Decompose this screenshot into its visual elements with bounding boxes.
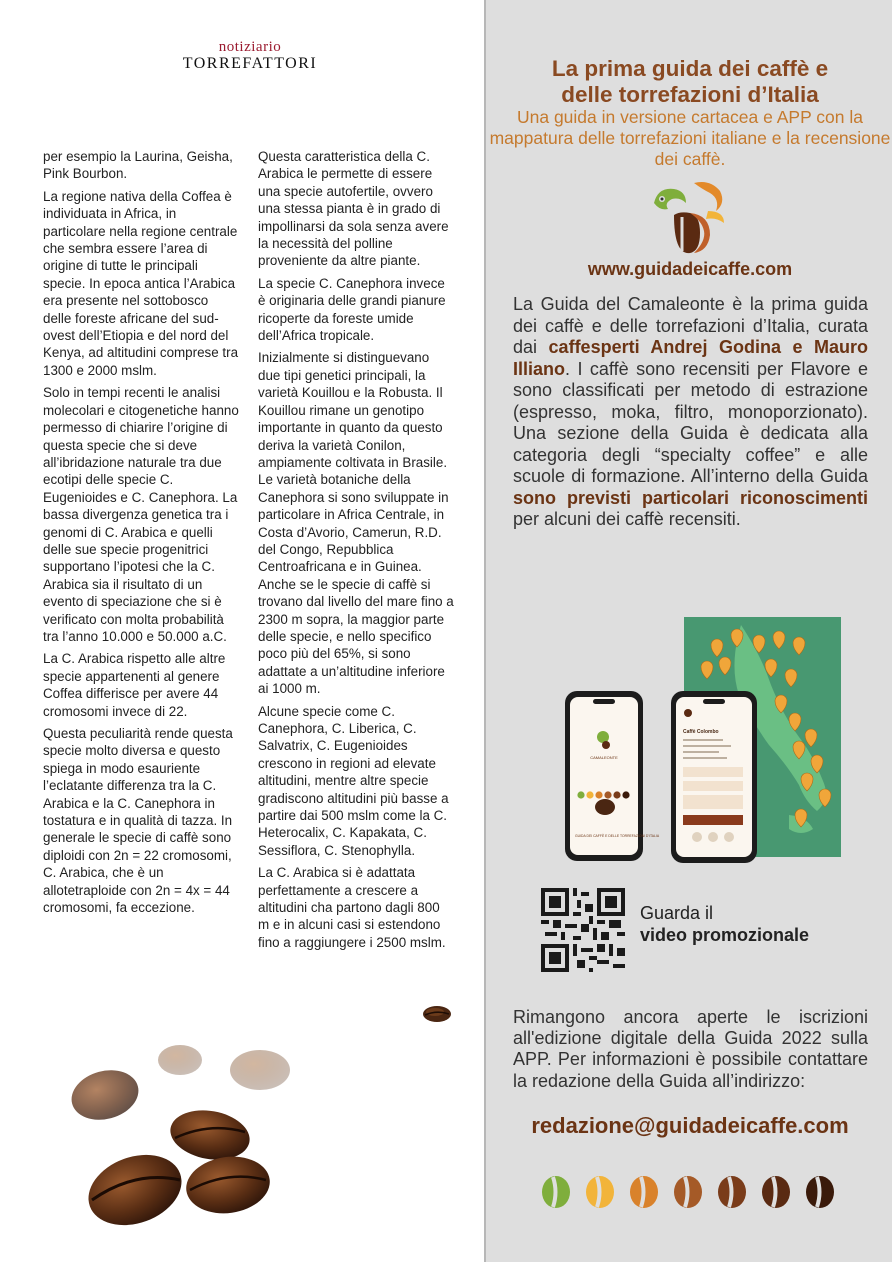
ad-title <box>486 56 892 108</box>
article-paragraph: La C. Arabica si è adattata perfettamente a crescere a altitudini cha partono dagli 800 m e in alcuni casi si estendono fino a raggiungere i 2500 mslm. <box>258 865 446 950</box>
masthead-kicker: notiziario <box>218 39 282 55</box>
article-paragraph: La C. Arabica rispetto alle altre specie appartenenti al genere Coffea differisce per avere 44 cromosomi invece di 22. <box>43 651 226 719</box>
ad-subtitle: Una guida in versione cartacea e APP con la mappatura delle torrefazioni italiane e la recensione dei caffè. <box>489 107 891 169</box>
article-column-2 <box>258 148 454 956</box>
ad-title-line: La prima guida dei caffè e <box>551 56 829 81</box>
website-link[interactable]: www.guidadeicaffe.com <box>587 259 793 279</box>
ad-closing-text: Rimangono ancora aperte le iscrizioni all'edizione digitale della Guida 2022 sulla APP. Per informazioni è possibile contattare la redazione della Guida all’indirizzo: <box>513 1007 868 1091</box>
ad-body <box>513 294 868 531</box>
coffee-bean-icon <box>422 1003 452 1025</box>
coffee-bean-icon <box>542 1176 570 1208</box>
coffee-bean-icon <box>674 1176 702 1208</box>
ad-body-text: per alcuni dei caffè recensiti. <box>513 509 741 529</box>
video-promo-line-bold: video promozionale <box>640 925 810 945</box>
masthead <box>160 40 340 72</box>
coffee-bean-icon <box>762 1176 790 1208</box>
qr-code-icon[interactable] <box>541 888 625 972</box>
video-promo-link[interactable] <box>640 902 809 946</box>
coffee-bean-icon <box>630 1176 658 1208</box>
article-paragraph: Questa peculiarità rende questa specie molto diversa e questo spiega in modo esauriente l’eclatante differenza tra la C. Arabica e la C. Canephora in tostatura e in qualità di tazza. In generale le specie di caffè sono diploidi con 2n = 22 cromosomi, C. Arabica, che è un allotetraploide con 2n = 4x = 44 cromosomi, fa eccezione. <box>43 726 233 916</box>
ad-body-text: . I caffè sono recensiti per Flavore e sono classificati per metodo di estrazione (espresso, moka, filtro, monoporzionato). Una sezione della Guida è dedicata alla categoria degli “specialty coffee” e alle scuole di formazione. All’interno della Guida <box>513 358 868 486</box>
coffee-bean-icon <box>586 1176 614 1208</box>
video-promo-line: Guarda il <box>640 903 714 923</box>
phone-cover-text: GUIDA DEI CAFFÈ E DELLE TORREFAZIONI D'ITALIA <box>575 834 660 838</box>
article-paragraph: Inizialmente si distinguevano due tipi genetici principali, la varietà Kouillou e la Robusta. Il Kouillou rimane un genotipo importante in quanto da questo deriva la varietà Conilon, ampiamente coltivata in Brasile. Le varietà botaniche della Canephora si sono sviluppate in particolare in Africa Centrale, in Costa d’Avorio, Camerun, R.D. del Congo, Repubblica Centroafricana e in Guinea. Anche se le specie di caffè si trovano dal livello del mare fino a 2300 m sopra, la maggior parte delle specie, e nello specifico poco più del 65%, si sono adattate a un’altitudine inferiore ai 1000 m. <box>258 350 454 697</box>
article-paragraph: per esempio la Laurina, Geisha, Pink Bourbon. <box>43 149 233 182</box>
coffee-bean-icon <box>718 1176 746 1208</box>
ad-body-text: La Guida del Camaleonte è la prima guida dei caffè e delle torrefazioni d’Italia, curata dai <box>513 294 868 357</box>
article-paragraph: La specie C. Canephora invece è originaria delle grandi pianure ricoperte da foreste umide dell’Africa tropicale. <box>258 275 446 344</box>
article-paragraph: Alcune specie come C. Canephora, C. Liberica, C. Salvatrix, C. Eugenioides crescono in regioni ad elevate altitudini, mentre altre specie gradiscono altitudini più basse a partire dai 500 mslm come la C. Heterocalix, C. Kapakata, C. Sessiflora, C. Stenophylla. <box>258 703 449 858</box>
coffee-bean-icon <box>806 1176 834 1208</box>
email-link[interactable]: redazione@guidadeicaffe.com <box>531 1113 849 1138</box>
phone-app-title: Caffè Colombo <box>683 729 719 735</box>
coffee-beans-photo <box>30 1030 300 1255</box>
ad-body-highlight: caffesperti Andrej Godina e Mauro Illiano <box>513 337 868 379</box>
article-paragraph: Solo in tempi recenti le analisi molecolari e citogenetiche hanno permesso di chiarire l’origine di questa specie che si deve all’ibridazione naturale tra due ecotipi delle specie C. Eugenioides e C. Canephora. La bassa divergenza genetica tra i genomi di C. Arabica e quelli delle sue specie progenitrici supportano l’ipotesi che la C. Arabica sia il risultato di un evento di speciazione che si è verificato con molta probabilità tra l’anno 10.000 e 50.000 a.C. <box>43 385 239 644</box>
masthead-name: TORREFATTORI <box>182 55 318 72</box>
chameleon-logo-icon <box>650 175 728 255</box>
phone-splash-label: CAMALEONTE <box>590 755 618 760</box>
app-phones-illustration <box>561 615 851 865</box>
ad-body-highlight: sono previsti particolari riconoscimenti <box>513 487 868 508</box>
article-column-1 <box>43 148 239 921</box>
article-paragraph: La regione nativa della Coffea è individuata in Africa, in particolare nella regione centrale che sembra essere l’area di origine di tutte le principali specie. In epoca antica l’Arabica era presente nel sottobosco delle foreste africane del sud-ovest dell’Etiopia e del nord del Kenya, ad altitudini comprese tra 1300 e 2000 mslm. <box>43 188 239 378</box>
ad-title-line: delle torrefazioni d’Italia <box>561 82 819 107</box>
coffee-cup-rating-icon <box>538 1172 848 1212</box>
article-paragraph: Questa caratteristica della C. Arabica le permette di essere una specie autofertile, ovvero una stessa pianta è in grado di impollinarsi da sola senza avere la necessità del polline proveniente da altre piante. <box>258 149 449 269</box>
ad-panel <box>484 0 892 1262</box>
